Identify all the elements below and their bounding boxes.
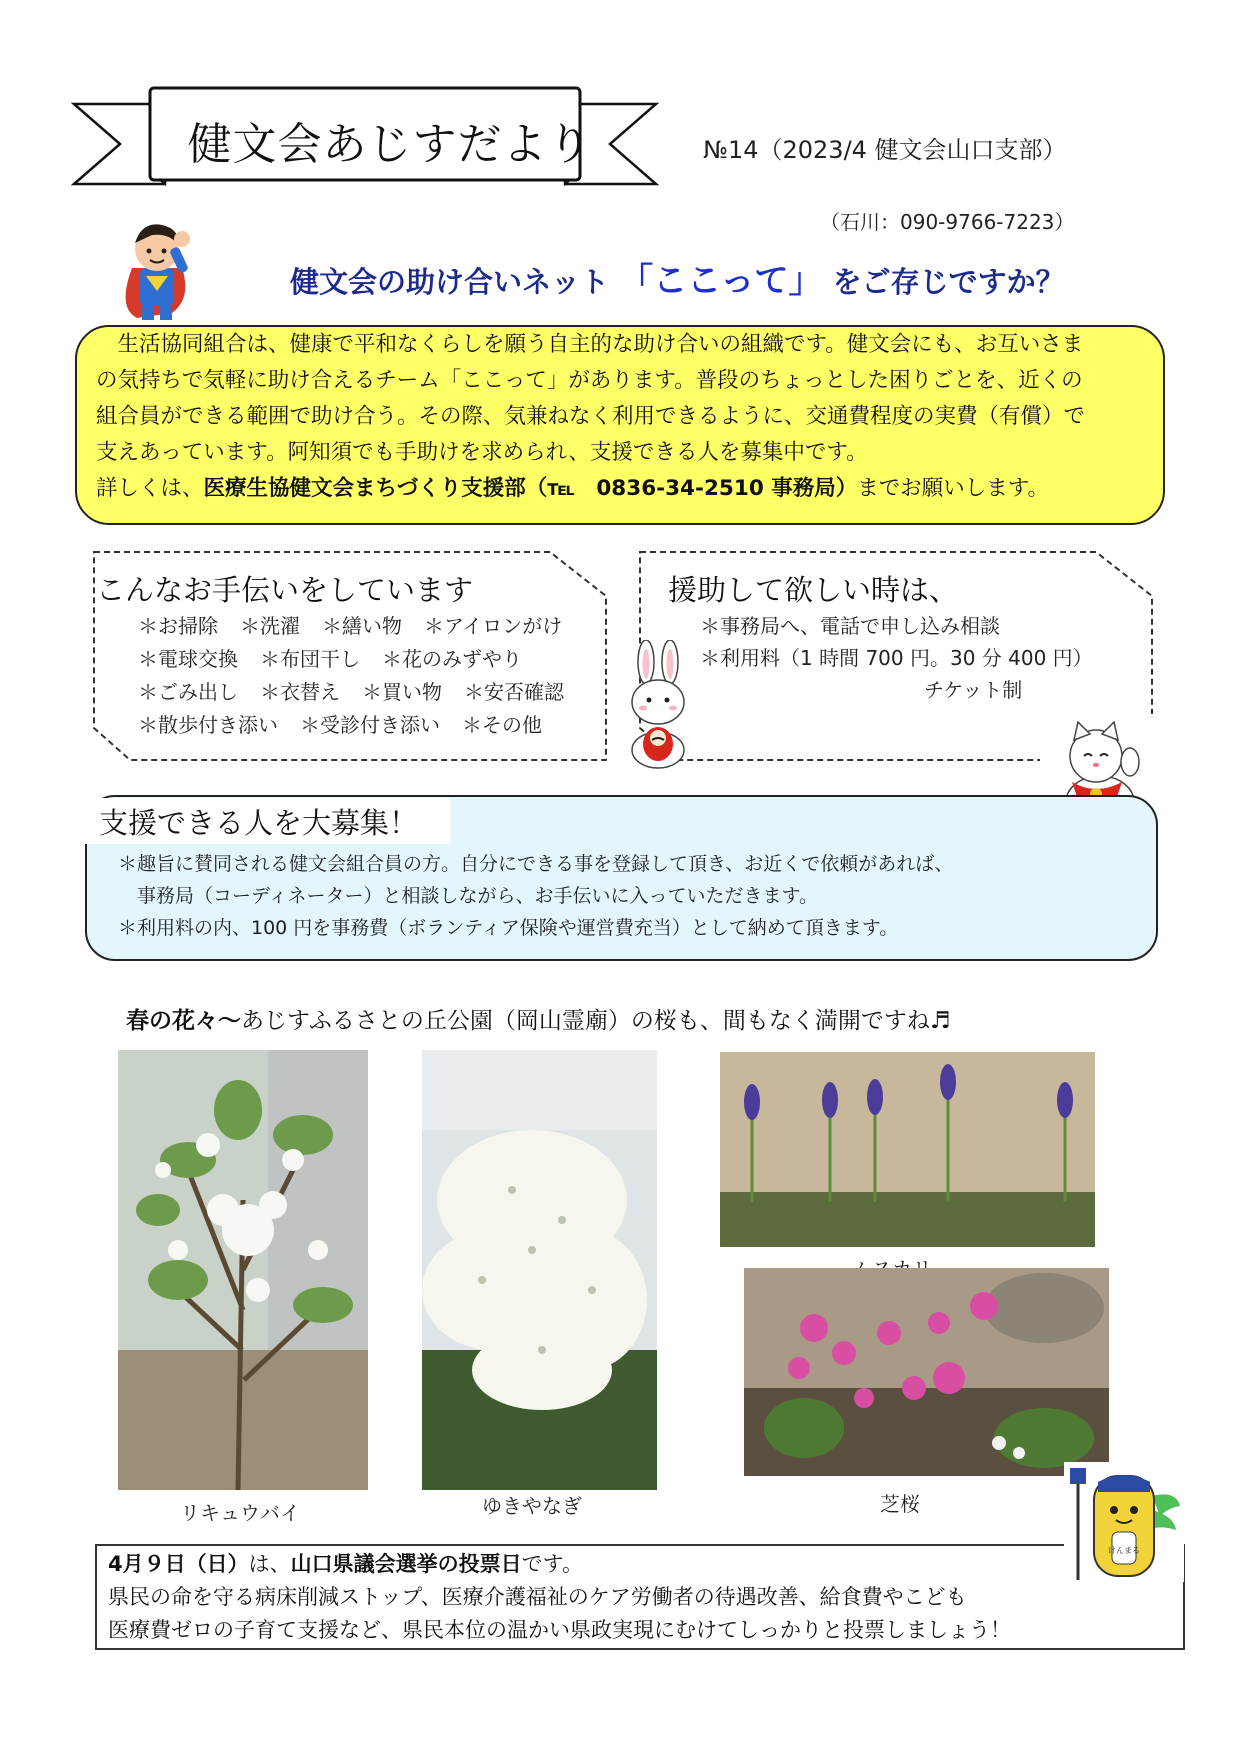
recruit-line: ＊利用料の内、100 円を事務費（ボランティア保険や運営費充当）として納めて頂きます。 <box>118 917 899 939</box>
contact-phone: （石川：090-9766-7223） <box>820 210 1075 234</box>
caption-yukiyanagi: ゆきやなぎ <box>482 1494 582 1518</box>
headline-prefix: 健文会の助け合いネット <box>290 265 610 299</box>
muscari-photo <box>720 1052 1095 1247</box>
headline-suffix: をご存じですか？ <box>832 265 1065 299</box>
intro-line: の気持ちで気軽に助け合えるチーム「ここって」があります。普段のちょっとした困りごとを、近くの <box>96 368 1083 393</box>
shibazakura-photo <box>744 1268 1109 1476</box>
services-title: こんなお手伝いをしています <box>96 573 474 607</box>
service-item: ＊お掃除 <box>138 614 218 638</box>
intro-text <box>96 327 1156 507</box>
issue-number: №14（2023/4 健文会山口支部） <box>703 136 1067 164</box>
intro-contact-org: 医療生協健文会まちづくり支援部（℡ 0836-34-2510 事務局） <box>203 476 858 501</box>
service-item: ＊その他 <box>462 713 542 737</box>
intro-line: 支えあっています。阿知須でも手助けを求められ、支援できる人を募集中です。 <box>96 440 868 465</box>
election-date: 4月９日（日） <box>108 1552 249 1576</box>
service-row <box>138 676 586 709</box>
newsletter-title: 健文会あじすだより <box>187 119 593 170</box>
election-end: です。 <box>521 1552 583 1576</box>
service-item: ＊安否確認 <box>464 680 564 704</box>
rikyubai-photo <box>118 1050 368 1490</box>
intro-line: 組合員ができる範囲で助け合う。その際、気兼ねなく利用できるように、交通費程度の実費（有償）で <box>96 404 1086 429</box>
service-item: ＊繕い物 <box>322 614 402 638</box>
help-fee-line: ＊利用料（1 時間 700 円。30 分 400 円） <box>700 646 1093 670</box>
services-list <box>138 610 586 742</box>
recruit-details <box>118 848 953 944</box>
service-item: ＊電球交換 <box>138 647 238 671</box>
service-item: ＊ごみ出し <box>138 680 238 704</box>
election-line <box>108 1548 1011 1581</box>
election-line: 県民の命を守る病床削減ストップ、医療介護福祉のケア労働者の待遇改善、給食費やこども <box>108 1585 967 1609</box>
service-item: ＊散歩付き添い <box>138 713 278 737</box>
mascot-character-icon <box>1064 1462 1184 1582</box>
election-notice <box>108 1548 1011 1647</box>
spring-title-bold: 春の花々～ <box>126 1008 241 1034</box>
election-line: 医療費ゼロの子育て支援など、県民本位の温かい県政実現にむけてしっかりと投票しましょう！ <box>108 1618 1011 1642</box>
election-connector: は、 <box>248 1552 291 1576</box>
yukiyanagi-photo <box>422 1050 657 1490</box>
intro-contact-line <box>96 471 1156 507</box>
election-event: 山口県議会選挙の投票日 <box>290 1552 522 1576</box>
intro-contact-suffix: までお願いします。 <box>857 476 1050 501</box>
recruit-title: 支援できる人を大募集！ <box>85 798 450 844</box>
service-item: ＊洗濯 <box>240 614 300 638</box>
service-row <box>138 643 586 676</box>
mascot-label: けんまる <box>1108 1546 1140 1555</box>
headline-name: 「ここって」 <box>619 261 823 301</box>
help-ticket-line: チケット制 <box>924 678 1023 702</box>
spring-title-rest: あじすふるさとの丘公園（岡山霊廟）の桜も、間もなく満開ですね♬ <box>241 1008 951 1034</box>
service-row <box>138 610 586 643</box>
caption-rikyubai: リキュウバイ <box>180 1501 300 1525</box>
service-item: ＊花のみずやり <box>382 647 522 671</box>
headline <box>290 253 1065 302</box>
recruit-line: ＊趣旨に賛同される健文会組合員の方。自分にできる事を登録して頂き、お近くで依頼があれば、 <box>118 853 954 875</box>
help-line: ＊事務局へ、電話で申し込み相談 <box>700 614 1000 638</box>
intro-contact-prefix: 詳しくは、 <box>96 476 204 501</box>
rabbit-illustration-icon <box>618 640 698 770</box>
help-title: 援助して欲しい時は、 <box>668 573 959 607</box>
service-row <box>138 709 586 742</box>
service-item: ＊アイロンがけ <box>424 614 563 638</box>
service-item: ＊買い物 <box>362 680 442 704</box>
spring-section-title <box>126 1002 950 1035</box>
service-item: ＊衣替え <box>260 680 340 704</box>
intro-line: 生活協同組合は、健康で平和なくらしを願う自主的な助け合いの組織です。健文会にも、お互いさま <box>117 332 1084 357</box>
recruit-line: 事務局（コーディネーター）と相談しながら、お手伝いに入っていただきます。 <box>118 885 818 907</box>
service-item: ＊布団干し <box>260 647 360 671</box>
service-item: ＊受診付き添い <box>300 713 440 737</box>
caption-shibazakura: 芝桜 <box>880 1492 920 1516</box>
superhero-illustration-icon <box>112 213 207 323</box>
